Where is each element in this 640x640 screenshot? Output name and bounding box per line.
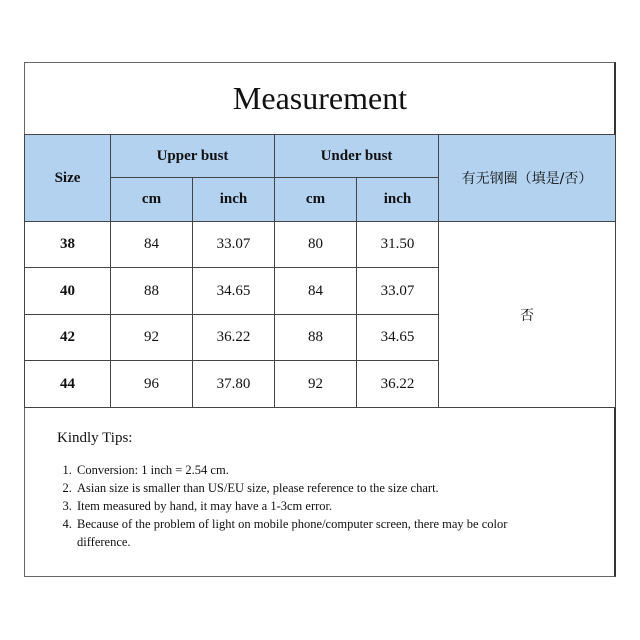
upper-cm-cell: 96 — [111, 361, 193, 408]
tip-item: 4. Because of the problem of light on mobile phone/computer screen, there may be color difference. — [75, 515, 517, 551]
size-header: Size — [24, 134, 111, 222]
upper-cm-cell: 84 — [111, 222, 193, 268]
under-inch-header: inch — [357, 178, 439, 222]
row-size: 40 — [24, 268, 111, 315]
upper-bust-header: Upper bust — [111, 134, 275, 178]
underwire-header: 有无钢圈（填是/否） — [439, 134, 616, 222]
under-cm-cell: 88 — [275, 315, 357, 361]
upper-cm-cell: 88 — [111, 268, 193, 315]
under-bust-header: Under bust — [275, 134, 439, 178]
under-cm-cell: 80 — [275, 222, 357, 268]
under-cm-cell: 84 — [275, 268, 357, 315]
upper-inch-cell: 34.65 — [193, 268, 275, 315]
under-inch-cell: 36.22 — [357, 361, 439, 408]
row-size: 44 — [24, 361, 111, 408]
kindly-tips — [57, 430, 597, 551]
row-size: 42 — [24, 315, 111, 361]
under-inch-cell: 34.65 — [357, 315, 439, 361]
tips-title: Kindly Tips: — [57, 430, 133, 446]
upper-inch-cell: 37.80 — [193, 361, 275, 408]
under-cm-header: cm — [275, 178, 357, 222]
page-title: Measurement — [232, 80, 408, 116]
upper-inch-header: inch — [193, 178, 275, 222]
tip-item: 3. Item measured by hand, it may have a 1-3cm error. — [75, 497, 597, 515]
upper-inch-cell: 36.22 — [193, 315, 275, 361]
tips-list — [57, 461, 597, 551]
upper-cm-cell: 92 — [111, 315, 193, 361]
upper-cm-header: cm — [111, 178, 193, 222]
under-inch-cell: 31.50 — [357, 222, 439, 268]
tip-item: 2. Asian size is smaller than US/EU size, please reference to the size chart. — [75, 479, 597, 497]
upper-inch-cell: 33.07 — [193, 222, 275, 268]
underwire-value: 否 — [439, 222, 616, 408]
under-cm-cell: 92 — [275, 361, 357, 408]
tip-item: 1. Conversion: 1 inch = 2.54 cm. — [75, 461, 597, 479]
under-inch-cell: 33.07 — [357, 268, 439, 315]
row-size: 38 — [24, 222, 111, 268]
size-table — [24, 134, 616, 408]
